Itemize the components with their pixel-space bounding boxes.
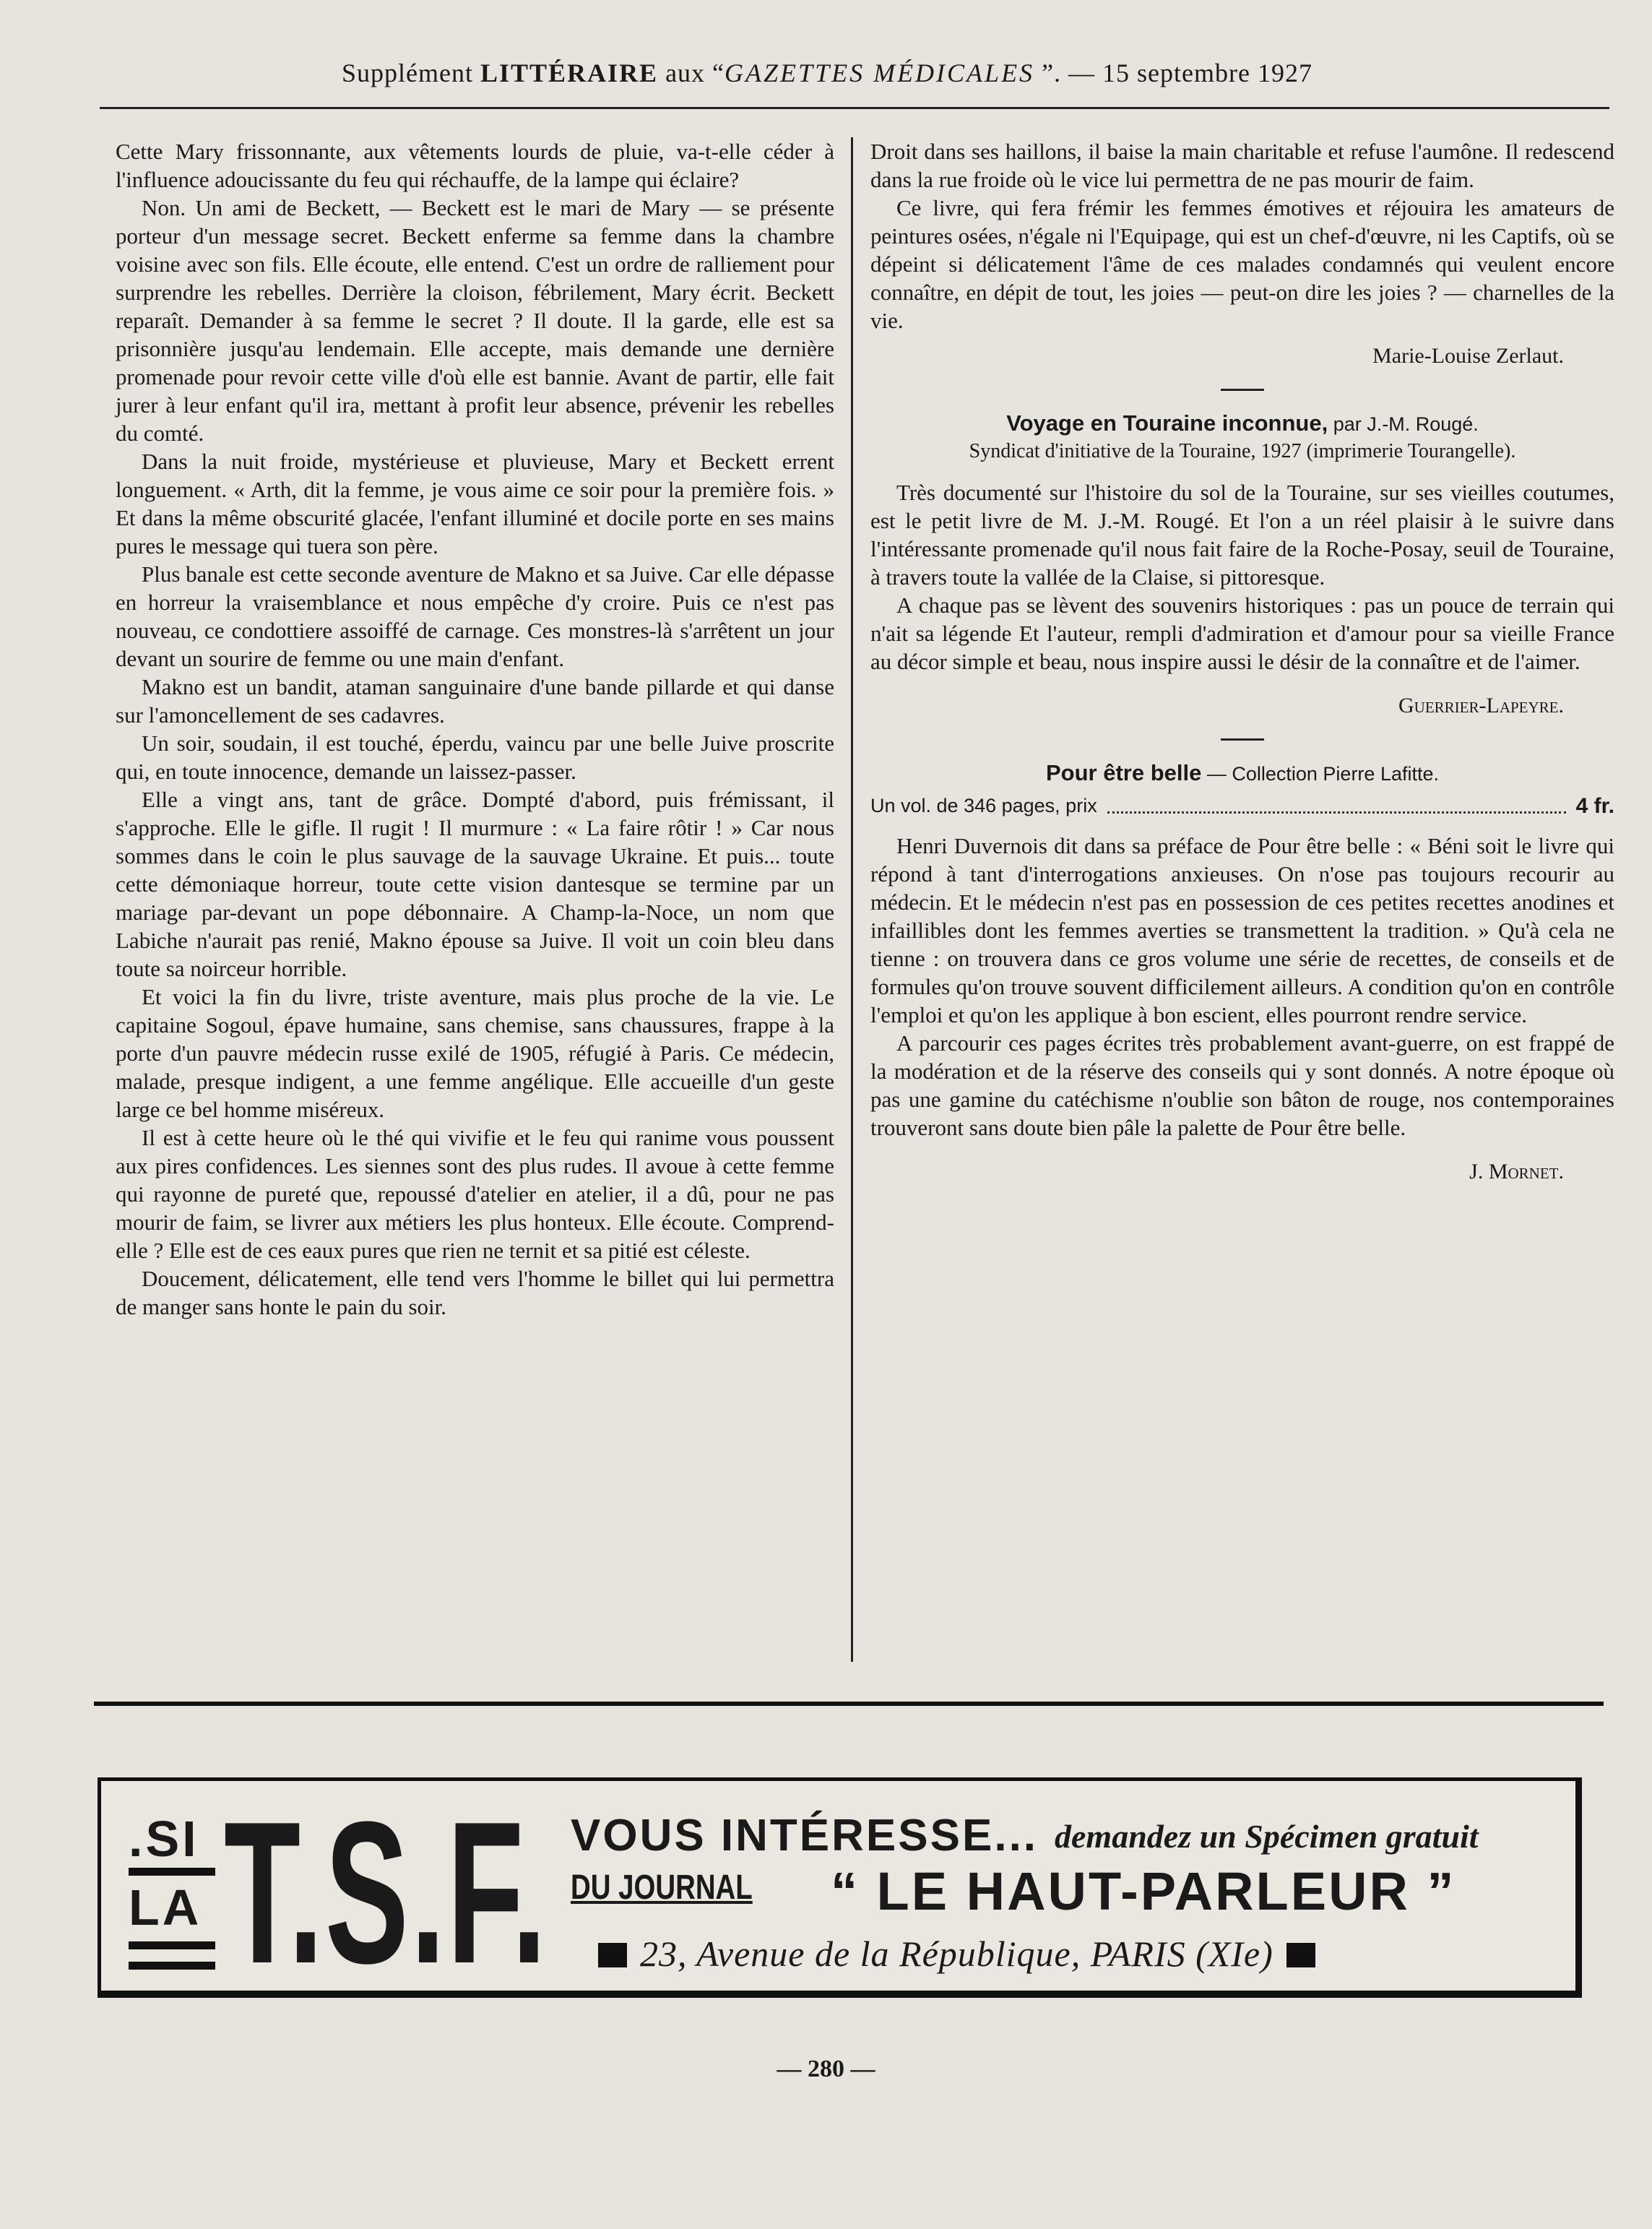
ad-si: .SI — [129, 1811, 199, 1867]
right-paragraph-2: Ce livre, qui fera frémir les femmes émotives et réjouira les amateurs de peintures osées, n'égale ni l'Equipage, qui est un chef-d'œuvre, ni les Captifs, où se dépeint si délicatement l'âme de ces malades condamnés qui veulent encore connaître, en dépit de tout, les joies — peut-on dire les joies ? — charnelles de la vie. — [870, 195, 1614, 333]
ad-bar-3 — [129, 1962, 215, 1970]
review-touraine-paragraph-2: A chaque pas se lèvent des souvenirs historiques : pas un pouce de terrain qui n'ait sa légende Et l'auteur, rempli d'admiration et d'amour pour sa vieille France au décor simple et beau, nous inspire aussi le désir de la connaître et de l'aimer. — [870, 592, 1614, 674]
review-belle-paragraph-1: Henri Duvernois dit dans sa préface de Pour être belle : « Béni soit le livre qui répond à tant d'interrogations anxieuses. On n'ose pas toujours recourir au médecin. Et le médecin n'est pas en possession de ces petites recettes anodines et infaillibles dont les femmes averties se transmettent la tradition. » Qu'à cela ne tienne : on trouvera dans ce gros volume une série de recettes, de conseils et de formules qu'on trouve souvent difficilement ailleurs. A condition qu'on en contrôle l'emploi et qu'on les applique à bon escient, elles pourront rendre service. — [870, 833, 1614, 1027]
right-paragraph-1: Droit dans ses haillons, il baise la main charitable et refuse l'aumône. Il redescend dans la rue froide où le vice lui permettra de ne pas mourir de faim. — [870, 139, 1614, 192]
header-litteraire: LITTÉRAIRE — [480, 59, 659, 87]
header-date: ”. — 15 septembre 1927 — [1042, 59, 1312, 87]
section-rule-1 — [1221, 389, 1264, 391]
left-paragraph-5: Makno est un bandit, ataman sanguinaire d'une bande pillarde et qui danse sur l'amoncellement de ses cadavres. — [116, 674, 834, 728]
review-touraine-title: Voyage en Touraine inconnue, — [1006, 410, 1328, 436]
review-touraine-publisher: Syndicat d'initiative de la Touraine, 1927 (imprimerie Tourangelle). — [969, 440, 1516, 462]
header-gazettes: GAZETTES MÉDICALES — [725, 59, 1035, 87]
column-divider — [851, 137, 853, 1662]
review-belle-paragraph-2: A parcourir ces pages écrites très probablement avant-guerre, on est frappé de la modération et de la réserve des conseils qui y sont donnés. A notre époque où pas une gamine du catéchisme n'oublie son bâton de rouge, nos contemporaines trouveront sans doute bien pâle la palette de Pour être belle. — [870, 1030, 1614, 1140]
ad-address: 23, Avenue de la République, PARIS (XIe) — [640, 1933, 1273, 1974]
price-leader-dots — [1107, 792, 1566, 814]
review-belle-volume: Un vol. de 346 pages, prix — [870, 795, 1097, 816]
left-paragraph-9: Il est à cette heure où le thé qui vivifie et le feu qui ranime vous poussent aux pires confidences. Les siennes sont des plus rudes. Il avoue à cette femme qui rayonne de pureté que, repoussé d'atelier en atelier, il a dû, pour ne pas mourir de faim, se livrer aux métiers les plus honteux. Elle écoute. Comprend-elle ? Elle est de ces eaux pures que rien ne ternit et sa pitié est céleste. — [116, 1125, 834, 1263]
review-touraine-paragraph-1: Très documenté sur l'histoire du sol de la Touraine, sur ses vieilles coutumes, est le petit livre de M. J.-M. Rougé. Et l'on a un réel plaisir à le suivre dans l'intéressante promenade qu'il nous fait faire de la Roche-Posay, seuil de Touraine, à travers toute la vallée de la Claise, si pittoresque. — [870, 480, 1614, 590]
ad-tsf: T.S.F. — [224, 1780, 548, 2006]
review-belle-title: Pour être belle — [1046, 760, 1202, 785]
header-rule — [100, 107, 1609, 109]
review-belle-collection: — Collection Pierre Lafitte. — [1206, 763, 1439, 785]
ad-bar-2 — [129, 1941, 215, 1949]
left-paragraph-1: Cette Mary frissonnante, aux vêtements lourds de pluie, va-t-elle céder à l'influence adoucissante du feu qui réchauffe, de la lampe qui éclaire? — [116, 139, 834, 192]
section-rule-2 — [1221, 738, 1264, 741]
review-belle-price-line — [870, 792, 1614, 820]
review-touraine-heading — [870, 410, 1614, 465]
left-paragraph-6: Un soir, soudain, il est touché, éperdu, vaincu par une belle Juive proscrite qui, en toute innocence, demande un laissez-passer. — [116, 730, 834, 784]
header-aux: aux “ — [665, 59, 725, 87]
ad-la: LA — [129, 1879, 202, 1936]
square-bullet-icon — [598, 1943, 627, 1967]
bottom-rule — [94, 1702, 1604, 1706]
left-paragraph-4: Plus banale est cette seconde aventure de Makno et sa Juive. Car elle dépasse en horreur la vraisemblance et nous empêche d'y croire. Puis ce n'est pas nouveau, ce condottiere assoiffé de carnage. Ces monstres-là s'arrêtent un jour devant un sourire de femme ou une main d'enfant. — [116, 561, 834, 671]
left-paragraph-8: Et voici la fin du livre, triste aventure, mais plus proche de la vie. Le capitaine Sogoul, épave humaine, sans chemise, sans chaussures, frappe à la porte d'un pauvre médecin russe exilé de 1905, réfugié à Paris. Ce médecin, malade, presque indigent, a une femme angélique. Elle accueille d'un geste large ce bel homme miséreux. — [116, 984, 834, 1122]
signature-mornet: J. Mornet. — [1469, 1160, 1564, 1184]
ad-haut-parleur: “ LE HAUT-PARLEUR ” — [831, 1861, 1456, 1921]
left-paragraph-7: Elle a vingt ans, tant de grâce. Dompté d'abord, puis frémissant, il s'approche. Elle le gifle. Il rugit ! Il murmure : « La faire rôtir ! » Car nous sommes dans le coin le plus sauvage de la sauvage Ukraine. Et puis... toute cette démoniaque horreur, toute cette vision dantesque se termine par un mariage par-devant un pope débonnaire. A Champ-la-Noce, un nom que Labiche n'aurait pas renié, Makno épouse sa Juive. Il voit un coin bleu dans toute sa noirceur horrible. — [116, 787, 834, 981]
running-header — [101, 58, 1553, 88]
review-belle-price: 4 fr. — [1575, 794, 1614, 818]
review-touraine-author: par J.-M. Rougé. — [1333, 413, 1479, 435]
page-number: — 280 — — [777, 2056, 875, 2082]
ad-address-line — [585, 1933, 1328, 1975]
signature-zerlaut: Marie-Louise Zerlaut. — [1372, 344, 1564, 368]
advertisement-box — [98, 1777, 1582, 2006]
signature-guerrier-lapeyre: Guerrier-Lapeyre. — [1398, 694, 1564, 717]
right-column — [870, 137, 1614, 1186]
square-bullet-icon — [1286, 1943, 1315, 1967]
left-paragraph-3: Dans la nuit froide, mystérieuse et pluvieuse, Mary et Beckett errent longuement. « Arth, dit la femme, je vous aime ce soir pour la première fois. » Et dans la même obscurité glacée, l'enfant illuminé et docile porte en ses mains pures le message qui tuera son père. — [116, 449, 834, 559]
review-belle-heading — [870, 759, 1614, 788]
left-paragraph-2: Non. Un ami de Beckett, — Beckett est le mari de Mary — se présente porteur d'un message secret. Beckett enferme sa femme dans la chambre voisine avec son fils. Elle écoute, elle entend. C'est un ordre de ralliement pour surprendre les rebelles. Derrière la cloison, fébrilement, Mary écrit. Beckett reparaît. Demander à sa femme le secret ? Il doute. Il la garde, elle est sa prisonnière jusqu'au lendemain. Elle accepte, mais demande une dernière promenade pour revoir cette ville d'où elle est bannie. Avant de partir, elle fait jurer à leur enfant qu'il ira, mettant à profit leur absence, prévenir les rebelles du comté. — [116, 195, 834, 446]
ad-demandez: demandez un Spécimen gratuit — [1055, 1818, 1479, 1855]
ad-du-journal: DU JOURNAL — [571, 1868, 753, 1907]
header-prefix: Supplément — [342, 59, 473, 87]
ad-bar-1 — [129, 1868, 215, 1876]
ad-vous-interesse: VOUS INTÉRESSE... — [571, 1811, 1039, 1861]
left-paragraph-10: Doucement, délicatement, elle tend vers l'homme le billet qui lui permettra de manger sans honte le pain du soir. — [116, 1266, 834, 1319]
left-column — [116, 137, 834, 1321]
